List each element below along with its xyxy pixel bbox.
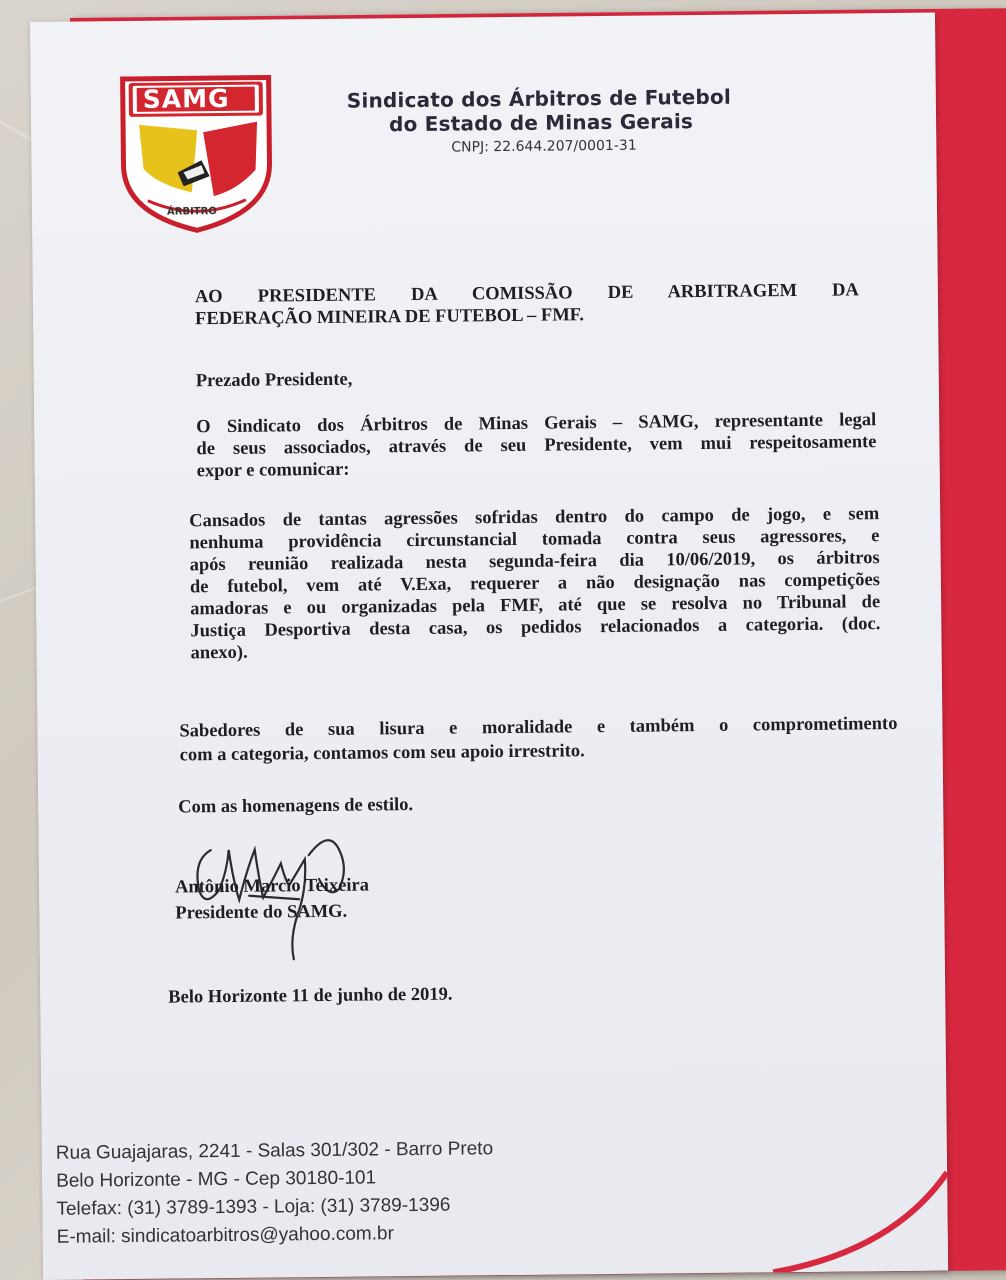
paragraph2-line: de futebol, vem até V.Exa, requerer a não designação nas competições (189, 570, 880, 598)
paragraph2-line: após reunião realizada nesta segunda-feira dia 10/06/2019, os árbitros (189, 548, 880, 576)
org-name-line1: Sindicato dos Árbitros de Futebol (346, 84, 732, 113)
logo-text: SAMG (142, 83, 230, 114)
org-name-line2: do Estado de Minas Gerais (388, 109, 694, 137)
cnpj: CNPJ: 22.644.207/0001-31 (451, 137, 637, 156)
signer-title: Presidente do SAMG. (175, 901, 348, 924)
handwritten-signature (188, 818, 390, 980)
footer-address1: Rua Guajajaras, 2241 - Salas 301/302 - Barro Preto (55, 1138, 494, 1164)
recipient-line1: AO PRESIDENTE DA COMISSÃO DE ARBITRAGEM DA (194, 280, 859, 308)
paragraph2-line: Cansados de tantas agressões sofridas dentro do campo de jogo, e sem (189, 504, 880, 532)
recipient-line2: FEDERAÇÃO MINEIRA DE FUTEBOL – FMF. (195, 305, 585, 330)
paragraph2-line: nenhuma providência circunstancial tomada contra seus agressores, e (189, 526, 880, 554)
salutation: Prezado Presidente, (195, 369, 353, 392)
paragraph1-line: O Sindicato dos Árbitros de Minas Gerais – SAMG, representante legal (196, 410, 877, 438)
signer-name: Antônio Marcio Teixeira (174, 875, 370, 898)
paragraph3-line: Sabedores de sua lisura e moralidade e também o comprometimento (179, 713, 898, 742)
paragraph2-line: anexo). (190, 642, 248, 664)
paragraph2-line: Justiça Desportiva desta casa, os pedidos relacionados a categoria. (doc. (190, 614, 881, 642)
letter-paper (30, 13, 948, 1280)
date-line: Belo Horizonte 11 de junho de 2019. (168, 984, 453, 1008)
paragraph3-line: com a categoria, contamos com seu apoio irrestrito. (179, 741, 585, 766)
paragraph1-line: expor e comunicar: (196, 459, 350, 482)
logo-subtext: ÁRBITRO (166, 206, 217, 218)
paragraph1-line: de seus associados, através de seu Presidente, vem mui respeitosamente (196, 432, 877, 460)
paragraph2-line: amadoras e ou organizadas pela FMF, até que se resolva no Tribunal de (190, 592, 881, 620)
marble-vein (0, 586, 38, 602)
footer-email: E-mail: sindicatoarbitros@yahoo.com.br (56, 1223, 394, 1248)
footer-address2: Belo Horizonte - MG - Cep 30180-101 (56, 1167, 377, 1192)
closing: Com as homenagens de estilo. (178, 795, 414, 818)
footer-phone: Telefax: (31) 3789-1393 - Loja: (31) 3789-1396 (56, 1194, 451, 1220)
red-swoosh-decoration (742, 1132, 948, 1272)
